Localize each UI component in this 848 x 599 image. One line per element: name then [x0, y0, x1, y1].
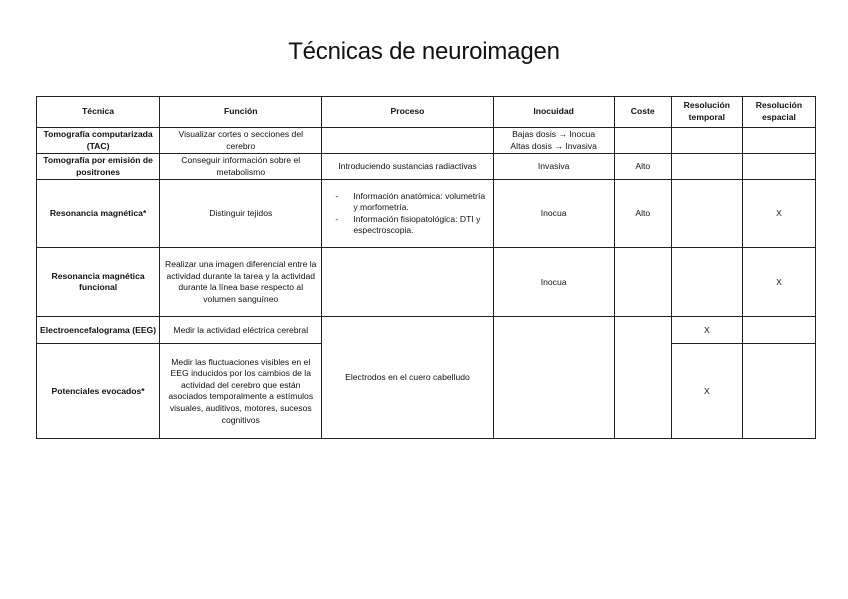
cell-res-espacial — [742, 317, 815, 344]
cell-inocuidad: Inocua — [493, 180, 614, 248]
cell-tecnica: Resonancia magnética* — [37, 180, 160, 248]
cell-res-temporal: X — [671, 344, 742, 439]
header-proceso: Proceso — [322, 97, 493, 128]
table-row — [37, 128, 816, 154]
proceso-list — [325, 191, 489, 237]
page-title: Técnicas de neuroimagen — [288, 38, 560, 65]
cell-funcion: Visualizar cortes o secciones del cerebro — [160, 128, 322, 154]
header-row — [37, 97, 816, 128]
cell-coste — [614, 248, 671, 317]
cell-coste: Alto — [614, 154, 671, 180]
cell-inocuidad: Inocua — [493, 248, 614, 317]
cell-res-espacial — [742, 344, 815, 439]
cell-funcion: Realizar una imagen diferencial entre la actividad durante la tarea y la actividad durante la línea base respecto al volumen sanguíneo — [160, 248, 322, 317]
cell-res-temporal — [671, 180, 742, 248]
cell-tecnica: Tomografía computarizada (TAC) — [37, 128, 160, 154]
cell-tecnica: Tomografía por emisión de positrones — [37, 154, 160, 180]
cell-proceso — [322, 180, 493, 248]
cell-res-espacial: X — [742, 248, 815, 317]
inocuidad-line: Altas dosis → Invasiva — [510, 140, 597, 151]
cell-res-temporal — [671, 248, 742, 317]
header-coste: Coste — [614, 97, 671, 128]
header-inocuidad: Inocuidad — [493, 97, 614, 128]
table-row — [37, 154, 816, 180]
cell-proceso: Introduciendo sustancias radiactivas — [322, 154, 493, 180]
cell-coste — [614, 128, 671, 154]
cell-proceso — [322, 128, 493, 154]
cell-res-espacial — [742, 154, 815, 180]
header-res-espacial: Resolución espacial — [742, 97, 815, 128]
cell-inocuidad — [493, 317, 614, 439]
table-row — [37, 180, 816, 248]
cell-res-espacial: X — [742, 180, 815, 248]
cell-proceso — [322, 248, 493, 317]
cell-inocuidad — [493, 128, 614, 154]
cell-tecnica: Electroencefalograma (EEG) — [37, 317, 160, 344]
cell-funcion: Conseguir información sobre el metabolismo — [160, 154, 322, 180]
cell-res-temporal — [671, 128, 742, 154]
cell-coste — [614, 317, 671, 439]
cell-coste: Alto — [614, 180, 671, 248]
cell-inocuidad: Invasiva — [493, 154, 614, 180]
cell-res-temporal — [671, 154, 742, 180]
table-row — [37, 317, 816, 344]
table-row — [37, 248, 816, 317]
proceso-list-item: - Información fisiopatológica: DTI y espectroscopia. — [331, 214, 489, 237]
header-res-temporal: Resolución temporal — [671, 97, 742, 128]
cell-funcion: Medir la actividad eléctrica cerebral — [160, 317, 322, 344]
cell-funcion: Distinguir tejidos — [160, 180, 322, 248]
cell-funcion: Medir las fluctuaciones visibles en el EEG inducidos por los cambios de la actividad del cerebro que están asociados temporalmente a estímulos visuales, auditivos, motores, sucesos cognitivos — [160, 344, 322, 439]
cell-proceso: Electrodos en el cuero cabelludo — [322, 317, 493, 439]
cell-res-espacial — [742, 128, 815, 154]
neuroimaging-table — [36, 96, 816, 439]
header-tecnica: Técnica — [37, 97, 160, 128]
cell-tecnica: Potenciales evocados* — [37, 344, 160, 439]
proceso-list-item: - Información anatómica: volumetría y morfometría. — [331, 191, 489, 214]
inocuidad-line: Bajas dosis → Inocua — [512, 129, 596, 139]
cell-tecnica: Resonancia magnética funcional — [37, 248, 160, 317]
cell-res-temporal: X — [671, 317, 742, 344]
header-funcion: Función — [160, 97, 322, 128]
